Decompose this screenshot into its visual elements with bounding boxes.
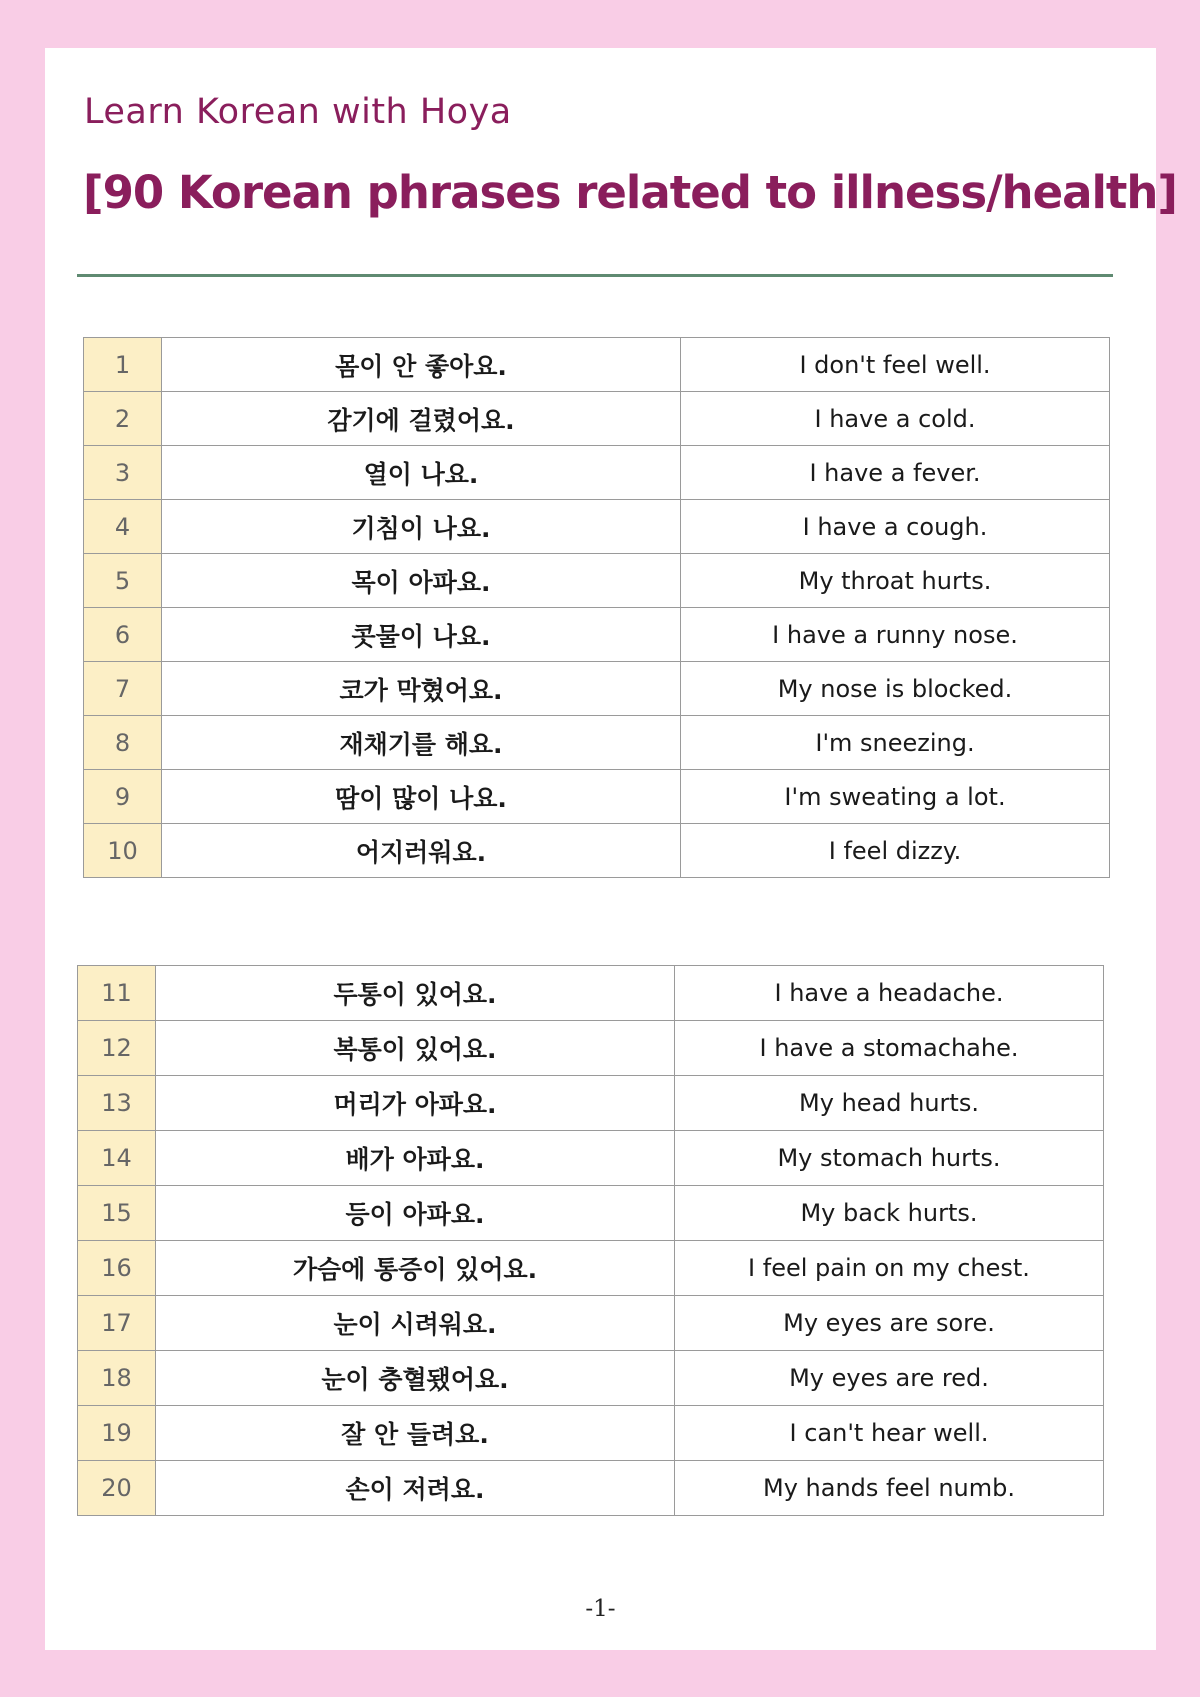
english-translation: I'm sneezing. xyxy=(681,716,1110,770)
korean-phrase: 열이 나요. xyxy=(162,446,681,500)
korean-phrase: 두통이 있어요. xyxy=(156,966,675,1021)
korean-phrase: 복통이 있어요. xyxy=(156,1021,675,1076)
table-row xyxy=(84,500,1110,554)
row-number: 5 xyxy=(84,554,162,608)
row-number: 18 xyxy=(78,1351,156,1406)
english-translation: My throat hurts. xyxy=(681,554,1110,608)
table-row xyxy=(78,1406,1104,1461)
row-number: 8 xyxy=(84,716,162,770)
title-divider xyxy=(77,274,1113,277)
row-number: 10 xyxy=(84,824,162,878)
row-number: 11 xyxy=(78,966,156,1021)
row-number: 15 xyxy=(78,1186,156,1241)
korean-phrase: 머리가 아파요. xyxy=(156,1076,675,1131)
english-translation: I feel dizzy. xyxy=(681,824,1110,878)
row-number: 7 xyxy=(84,662,162,716)
row-number: 3 xyxy=(84,446,162,500)
english-translation: I have a stomachahe. xyxy=(675,1021,1104,1076)
english-translation: I can't hear well. xyxy=(675,1406,1104,1461)
english-translation: I have a cough. xyxy=(681,500,1110,554)
english-translation: I'm sweating a lot. xyxy=(681,770,1110,824)
table-row xyxy=(78,1351,1104,1406)
page-title: [90 Korean phrases related to illness/health] xyxy=(83,166,1177,219)
korean-phrase: 눈이 시려워요. xyxy=(156,1296,675,1351)
phrase-table-1 xyxy=(83,337,1110,878)
korean-phrase: 재채기를 해요. xyxy=(162,716,681,770)
table-row xyxy=(84,716,1110,770)
document-page xyxy=(45,48,1177,1650)
row-number: 14 xyxy=(78,1131,156,1186)
english-translation: I have a fever. xyxy=(681,446,1110,500)
korean-phrase: 목이 아파요. xyxy=(162,554,681,608)
row-number: 12 xyxy=(78,1021,156,1076)
table-row xyxy=(84,554,1110,608)
table-row xyxy=(84,338,1110,392)
english-translation: I have a runny nose. xyxy=(681,608,1110,662)
table-row xyxy=(78,1296,1104,1351)
korean-phrase: 감기에 걸렸어요. xyxy=(162,392,681,446)
table-row xyxy=(78,1461,1104,1516)
table-row xyxy=(84,392,1110,446)
table-row xyxy=(84,770,1110,824)
english-translation: I feel pain on my chest. xyxy=(675,1241,1104,1296)
english-translation: I don't feel well. xyxy=(681,338,1110,392)
row-number: 16 xyxy=(78,1241,156,1296)
row-number: 20 xyxy=(78,1461,156,1516)
korean-phrase: 잘 안 들려요. xyxy=(156,1406,675,1461)
korean-phrase: 가슴에 통증이 있어요. xyxy=(156,1241,675,1296)
english-translation: My eyes are sore. xyxy=(675,1296,1104,1351)
korean-phrase: 어지러워요. xyxy=(162,824,681,878)
row-number: 2 xyxy=(84,392,162,446)
english-translation: My back hurts. xyxy=(675,1186,1104,1241)
row-number: 4 xyxy=(84,500,162,554)
row-number: 13 xyxy=(78,1076,156,1131)
korean-phrase: 코가 막혔어요. xyxy=(162,662,681,716)
english-translation: My nose is blocked. xyxy=(681,662,1110,716)
korean-phrase: 등이 아파요. xyxy=(156,1186,675,1241)
table-row xyxy=(84,608,1110,662)
table-row xyxy=(78,1076,1104,1131)
english-translation: My hands feel numb. xyxy=(675,1461,1104,1516)
english-translation: My head hurts. xyxy=(675,1076,1104,1131)
brand-heading: Learn Korean with Hoya xyxy=(84,92,512,132)
english-translation: My stomach hurts. xyxy=(675,1131,1104,1186)
table-row xyxy=(84,446,1110,500)
korean-phrase: 배가 아파요. xyxy=(156,1131,675,1186)
row-number: 19 xyxy=(78,1406,156,1461)
table-row xyxy=(78,966,1104,1021)
korean-phrase: 땀이 많이 나요. xyxy=(162,770,681,824)
table-row xyxy=(78,1186,1104,1241)
english-translation: My eyes are red. xyxy=(675,1351,1104,1406)
table-row xyxy=(78,1131,1104,1186)
table-row xyxy=(78,1021,1104,1076)
row-number: 17 xyxy=(78,1296,156,1351)
table-row xyxy=(78,1241,1104,1296)
phrase-table-2 xyxy=(77,965,1104,1516)
korean-phrase: 기침이 나요. xyxy=(162,500,681,554)
korean-phrase: 눈이 충혈됐어요. xyxy=(156,1351,675,1406)
row-number: 6 xyxy=(84,608,162,662)
korean-phrase: 몸이 안 좋아요. xyxy=(162,338,681,392)
row-number: 9 xyxy=(84,770,162,824)
korean-phrase: 손이 저려요. xyxy=(156,1461,675,1516)
row-number: 1 xyxy=(84,338,162,392)
table-row xyxy=(84,662,1110,716)
english-translation: I have a cold. xyxy=(681,392,1110,446)
english-translation: I have a headache. xyxy=(675,966,1104,1021)
page-number: -1- xyxy=(585,1596,616,1622)
korean-phrase: 콧물이 나요. xyxy=(162,608,681,662)
table-row xyxy=(84,824,1110,878)
